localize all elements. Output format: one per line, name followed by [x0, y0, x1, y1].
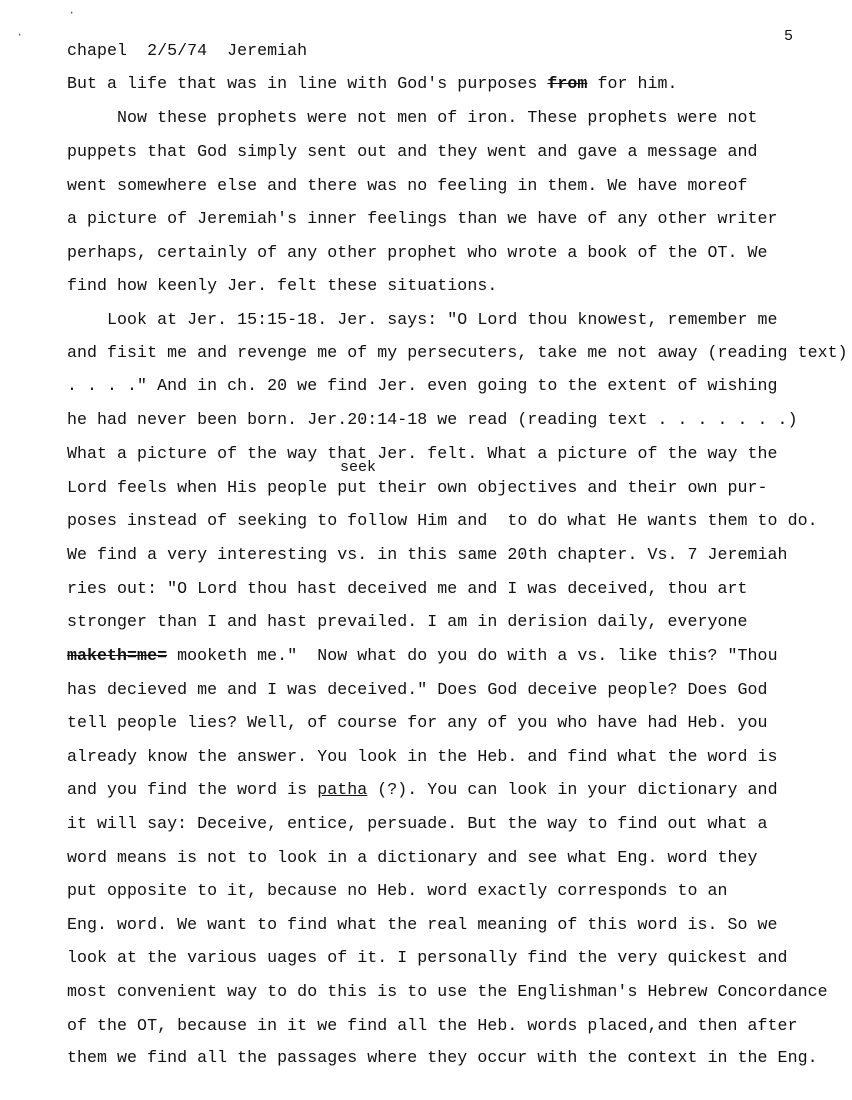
text-line: already know the answer. You look in the Heb. and find what the word is — [67, 747, 778, 766]
text-line: and you find the word is patha (?). You can look in your dictionary and — [67, 780, 778, 799]
text-line: he had never been born. Jer.20:14-18 we read (reading text . . . . . . .) — [67, 410, 798, 429]
text-line: We find a very interesting vs. in this same 20th chapter. Vs. 7 Jeremiah — [67, 545, 788, 564]
text-line: But a life that was in line with God's purposes from for him. — [67, 74, 678, 93]
underlined-word: patha — [317, 780, 368, 799]
text-line: perhaps, certainly of any other prophet who wrote a book of the OT. We — [67, 243, 768, 262]
text-line: a picture of Jeremiah's inner feelings than we have of any other writer — [67, 209, 778, 228]
text-line: maketh=me= mooketh me." Now what do you do with a vs. like this? "Thou — [67, 646, 778, 665]
struck-word: from — [547, 74, 588, 93]
text-line: find how keenly Jer. felt these situations. — [67, 276, 498, 295]
paper-speck: · — [68, 6, 76, 20]
text-line: put opposite to it, because no Heb. word exactly corresponds to an — [67, 881, 728, 900]
page-header: chapel 2/5/74 Jeremiah — [67, 41, 308, 60]
text-line: most convenient way to do this is to use the Englishman's Hebrew Concordance — [67, 982, 828, 1001]
text-line: stronger than I and hast prevailed. I am in derision daily, everyone — [67, 612, 748, 631]
text-line: tell people lies? Well, of course for any of you who have had Heb. you — [67, 713, 768, 732]
text-line: ries out: "O Lord thou hast deceived me and I was deceived, thou art — [67, 579, 748, 598]
text-line: went somewhere else and there was no feeling in them. We have moreof — [67, 176, 748, 195]
text-line: them we find all the passages where they occur with the context in the Eng. — [67, 1048, 818, 1067]
text-line: Lord feels when His people put their own objectives and their own pur- — [67, 478, 768, 497]
text-line: Eng. word. We want to find what the real meaning of this word is. So we — [67, 915, 778, 934]
text-line: it will say: Deceive, entice, persuade. But the way to find out what a — [67, 814, 768, 833]
text-line: look at the various uages of it. I personally find the very quickest and — [67, 948, 788, 967]
text-line: of the OT, because in it we find all the Heb. words placed,and then after — [67, 1016, 798, 1035]
interlinear-insert: seek — [340, 459, 377, 476]
text-line: has decieved me and I was deceived." Does God deceive people? Does God — [67, 680, 768, 699]
text-line: poses instead of seeking to follow Him and to do what He wants them to do. — [67, 511, 818, 530]
text-line: and fisit me and revenge me of my persecuters, take me not away (reading text) — [67, 343, 848, 362]
text-line: word means is not to look in a dictionary and see what Eng. word they — [67, 848, 758, 867]
text-line: What a picture of the way that Jer. felt. What a picture of the way the — [67, 444, 778, 463]
paper-speck: · — [16, 28, 24, 42]
text-line: Now these prophets were not men of iron. These prophets were not — [67, 108, 758, 127]
struck-word: maketh=me= — [67, 646, 168, 665]
text-line: puppets that God simply sent out and they went and gave a message and — [67, 142, 758, 161]
text-line: Look at Jer. 15:15-18. Jer. says: "O Lord thou knowest, remember me — [67, 310, 778, 329]
text-line: . . . ." And in ch. 20 we find Jer. even going to the extent of wishing — [67, 376, 778, 395]
page-number: 5 — [784, 28, 794, 45]
